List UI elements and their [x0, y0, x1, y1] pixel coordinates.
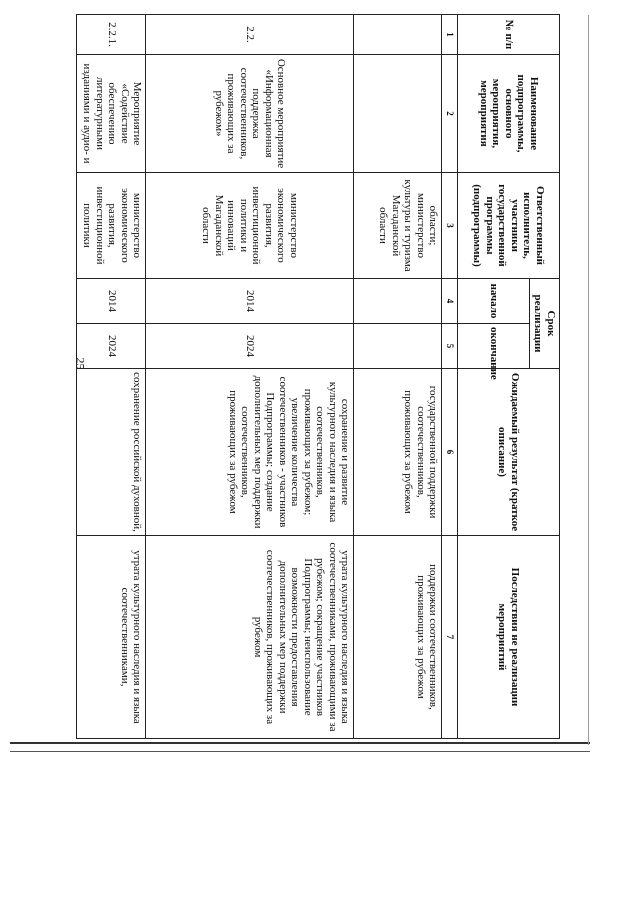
- cell-executor: министерство экономического развития, инвестиционной политики: [77, 173, 146, 279]
- cell-executor: области; министерство культуры и туризма Магаданской области: [354, 173, 442, 279]
- page-number: 25: [73, 357, 88, 370]
- cell-name: [354, 55, 442, 173]
- cell-start: [354, 279, 442, 324]
- right-edge-line: [588, 15, 589, 745]
- header-executor: Ответственный исполнитель, участники государственной программы (подпрограммы): [458, 173, 560, 279]
- header-term-group: Срок реализации: [530, 279, 560, 369]
- bottom-rule: [10, 742, 590, 744]
- cell-num: 2.2.: [146, 15, 354, 55]
- header-end: окончание: [458, 324, 530, 369]
- header-consequence: Последствия не реализации мероприятий: [458, 536, 560, 739]
- cell-name: Мероприятие «Содействие обеспечению литературными изданиями и аудио- и: [77, 55, 146, 173]
- header-name: Наименование подпрограммы, основного мероприятия, мероприятия: [458, 55, 560, 173]
- cell-start: 2014: [77, 279, 146, 324]
- cell-num: [354, 15, 442, 55]
- cell-num: 2.2.1.: [77, 15, 146, 55]
- col-number: 3: [442, 173, 458, 279]
- table-container: [81, 14, 560, 738]
- table-row: [354, 15, 442, 739]
- header-start: начало: [458, 279, 530, 324]
- header-num: № п/п: [458, 15, 560, 55]
- cell-executor: министерство экономического развития, инвестиционной политики и инноваций Магаданской области: [146, 173, 354, 279]
- table-row: [77, 15, 146, 739]
- cell-consequence: утрата культурного наследия и языка соотечественниками,: [77, 536, 146, 739]
- cell-end: 2024: [146, 324, 354, 369]
- table-row: [146, 15, 354, 739]
- cell-consequence: утрата культурного наследия и языка соотечественниками, проживающими за рубежом; сокращение участников Подпрограммы; неиспользование возможности предоставления дополнительных мер поддержки соотечественников, проживающих за рубежом: [146, 536, 354, 739]
- col-number: 6: [442, 369, 458, 536]
- cell-result: сохранение российской духовной,: [77, 369, 146, 536]
- program-table: [77, 14, 561, 739]
- col-number: 4: [442, 279, 458, 324]
- col-number: 7: [442, 536, 458, 739]
- col-number: 5: [442, 324, 458, 369]
- cell-result: сохранение и развитие культурного наследия и языка соотечественников, проживающих за рубежом; увеличение количества соотечественников - участников Подпрограммы; создание дополнительных мер поддержки соотечественников, проживающих за рубежом: [146, 369, 354, 536]
- header-result: Ожидаемый результат (краткое описание): [458, 369, 560, 536]
- bottom-rule-thin: [10, 751, 590, 752]
- cell-end: 2024: [77, 324, 146, 369]
- cell-consequence: поддержки соотечественников, проживающих за рубежом: [354, 536, 442, 739]
- cell-start: 2014: [146, 279, 354, 324]
- cell-end: [354, 324, 442, 369]
- cell-result: государственной поддержки соотечественников, проживающих за рубежом: [354, 369, 442, 536]
- col-number: 1: [442, 15, 458, 55]
- col-number: 2: [442, 55, 458, 173]
- cell-name: Основное мероприятие «Информационная поддержка соотечественников, проживающих за рубежом»: [146, 55, 354, 173]
